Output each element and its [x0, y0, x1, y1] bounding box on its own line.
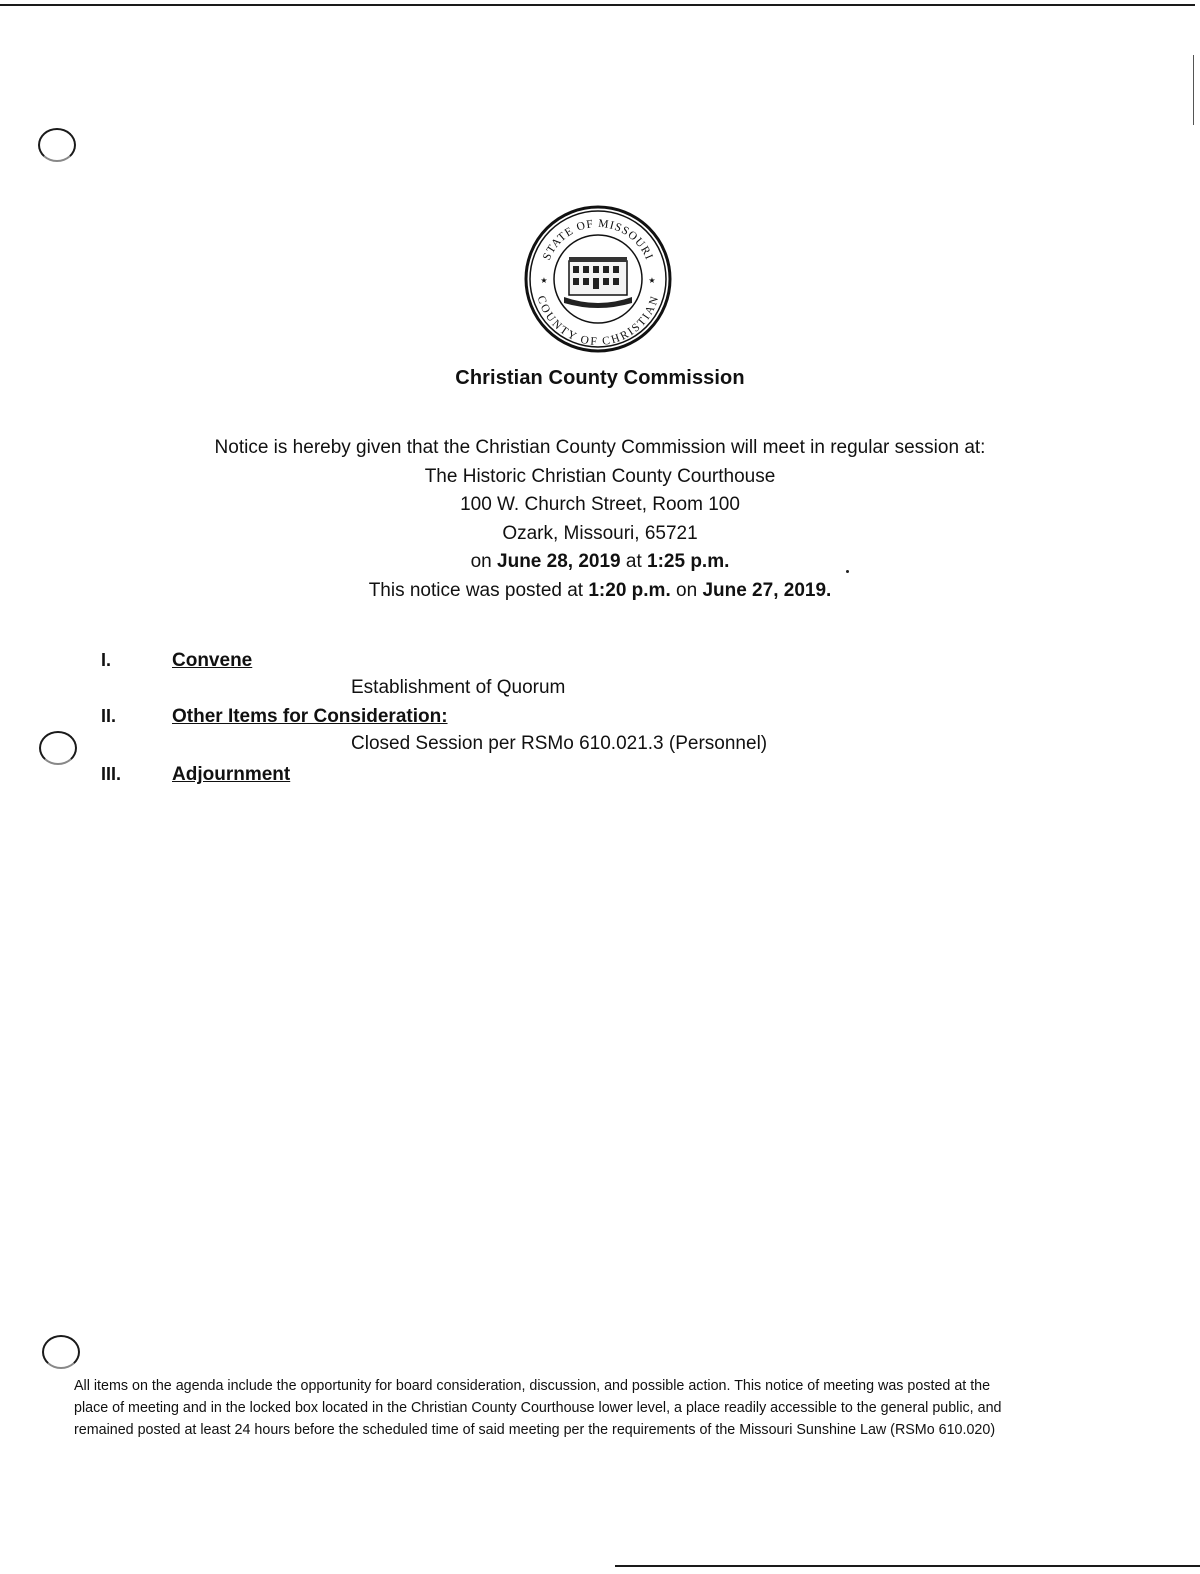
seal-bottom-text: COUNTY OF CHRISTIAN: [534, 294, 662, 349]
page-title: Christian County Commission: [455, 367, 745, 389]
svg-text:★: ★: [540, 276, 548, 285]
scan-edge-right: [1193, 55, 1194, 125]
agenda-item-number: III.: [101, 764, 122, 784]
agenda-item-number: II.: [101, 706, 117, 726]
scan-edge-bottom: [615, 1565, 1200, 1567]
notice-street: 100 W. Church Street, Room 100: [460, 494, 740, 515]
notice-intro: Notice is hereby given that the Christian County Commission will meet in regular session at:: [214, 437, 986, 458]
agenda-item-sub-quorum: Establishment of Quorum: [351, 677, 566, 698]
punch-hole-icon: [38, 128, 76, 162]
seal-top-text: STATE OF MISSOURI: [540, 217, 656, 263]
agenda-item-sub-closed-session: Closed Session per RSMo 610.021.3 (Personnel): [351, 733, 768, 754]
posted-date: June 27, 2019.: [702, 579, 832, 601]
meeting-date: June 28, 2019: [497, 551, 621, 572]
punch-hole-icon: [42, 1335, 80, 1369]
county-seal-icon: [524, 205, 672, 353]
punch-hole-icon: [39, 731, 77, 765]
meeting-notice: [0, 434, 1200, 605]
meeting-time: 1:25 p.m.: [647, 551, 730, 572]
posted-time: 1:20 p.m.: [588, 579, 671, 601]
agenda-item-number: I.: [101, 650, 112, 670]
footer-line: All items on the agenda include the opportunity for board consideration, discussion, and possible action. This notice of meeting was posted at the: [74, 1378, 991, 1394]
footer-disclaimer: [74, 1375, 1144, 1441]
svg-text:★: ★: [648, 276, 656, 285]
notice-meeting-datetime: on June 28, 2019 at 1:25 p.m.: [470, 551, 730, 572]
agenda-item-heading-convene: Convene: [172, 650, 253, 671]
footer-line: place of meeting and in the locked box located in the Christian County Courthouse lower level, a place readily accessible to the general public, and: [74, 1400, 1002, 1416]
agenda-item-heading-other-items: Other Items for Consideration:: [172, 706, 448, 727]
agenda-item-heading-adjournment: Adjournment: [172, 764, 291, 785]
scan-edge-top: [0, 4, 1195, 6]
notice-posted: This notice was posted at 1:20 p.m. on June 27, 2019.: [368, 579, 832, 601]
scan-speck: [846, 570, 849, 573]
notice-city: Ozark, Missouri, 65721: [502, 522, 698, 544]
footer-line: remained posted at least 24 hours before the scheduled time of said meeting per the requirements of the Missouri Sunshine Law (RSMo 610.020): [74, 1422, 996, 1438]
notice-location-name: The Historic Christian County Courthouse: [424, 465, 776, 487]
